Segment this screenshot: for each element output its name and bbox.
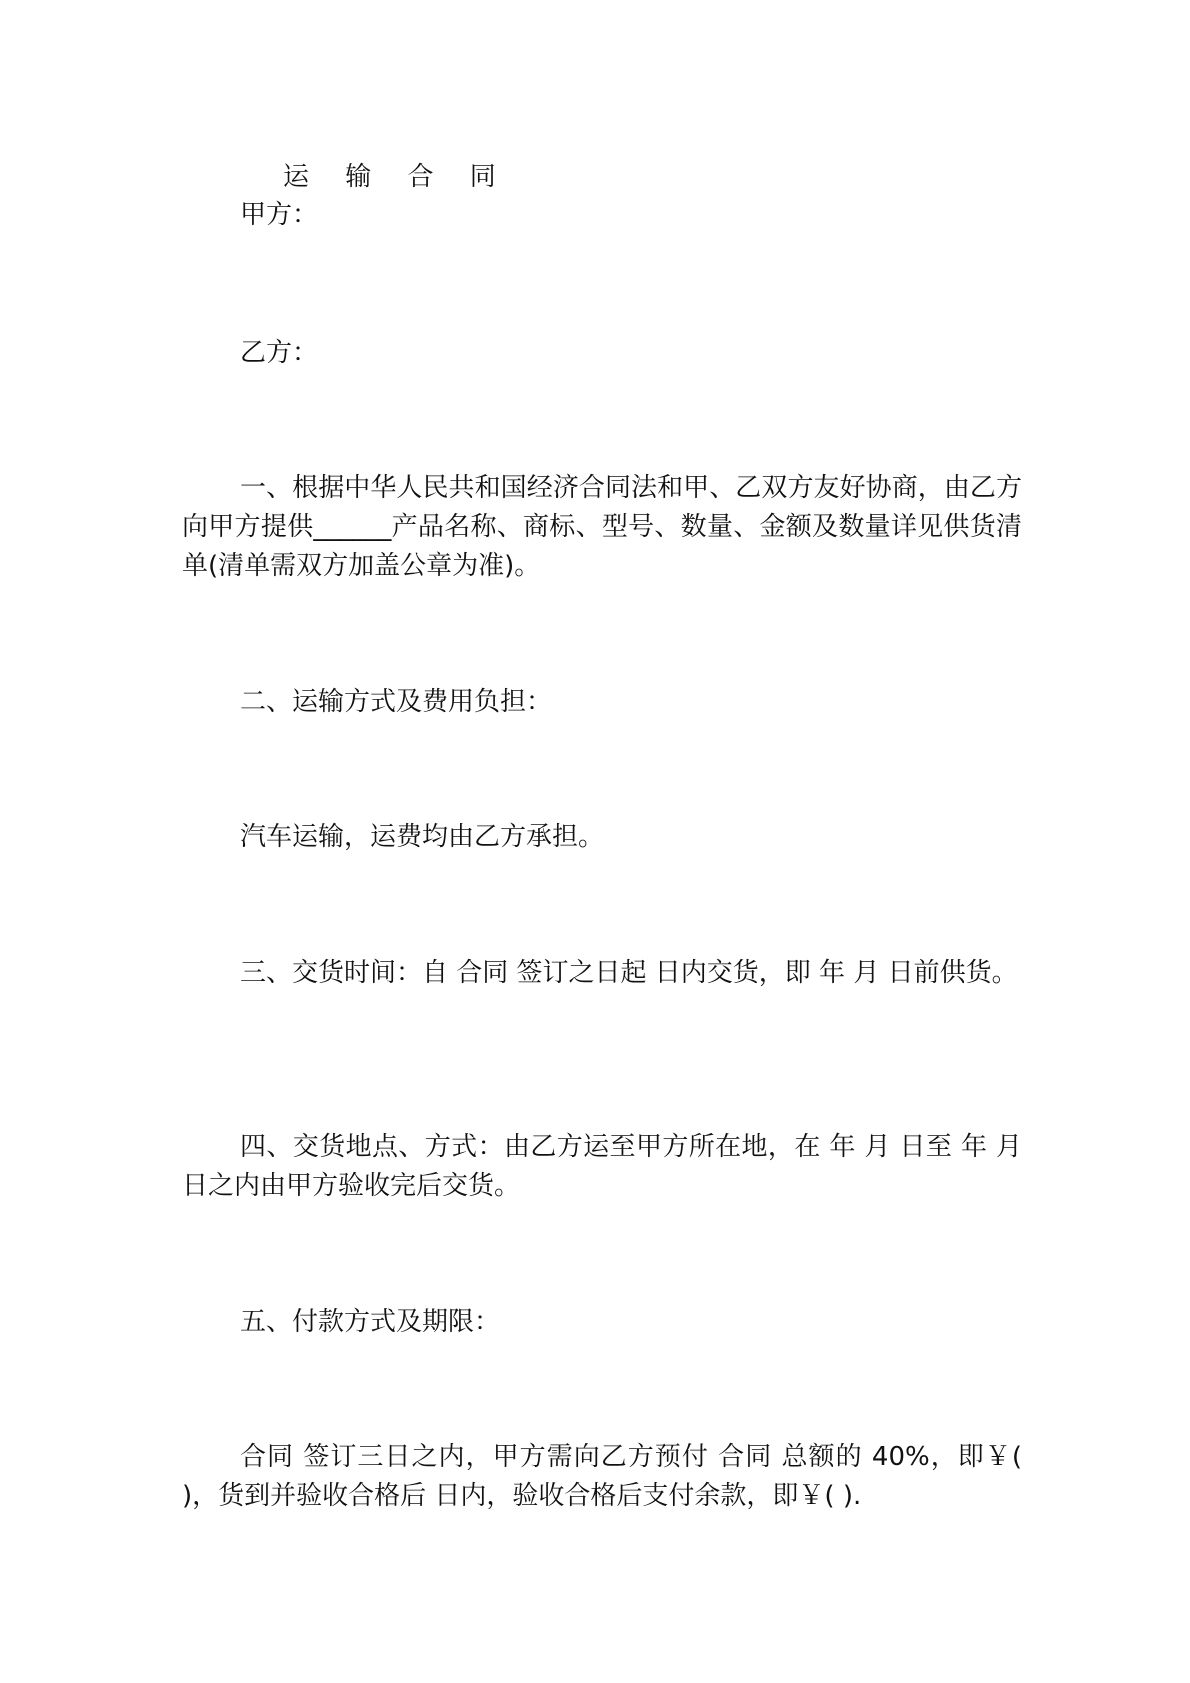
clause-4: 四、交货地点、方式：由乙方运至甲方所在地，在 年 月 日至 年 月 日之内由甲方验收完后交货。 [182,1132,1022,1201]
party-a-label: 甲方： [240,200,319,230]
clause-5-heading: 五、付款方式及期限： [240,1307,501,1337]
clause-5-body: 合同 签订三日之内，甲方需向乙方预付 合同 总额的 40%，即￥( )，货到并验收合格后 日内，验收合格后支付余款，即￥( ). [182,1442,1022,1511]
clause-3: 三、交货时间：自 合同 签订之日起 日内交货，即 年 月 日前供货。 [240,958,1018,988]
clause-1: 一、根据中华人民共和国经济合同法和甲、乙双方友好协商，由乙方向甲方提供______产品名称、商标、型号、数量、金额及数量详见供货清单(清单需双方加盖公章为准)。 [182,473,1022,581]
clause-2-heading: 二、运输方式及费用负担： [240,687,553,717]
party-b-label: 乙方： [240,338,319,368]
clause-2-body: 汽车运输，运费均由乙方承担。 [240,822,605,852]
document-title: 运 输 合 同 [283,162,510,192]
